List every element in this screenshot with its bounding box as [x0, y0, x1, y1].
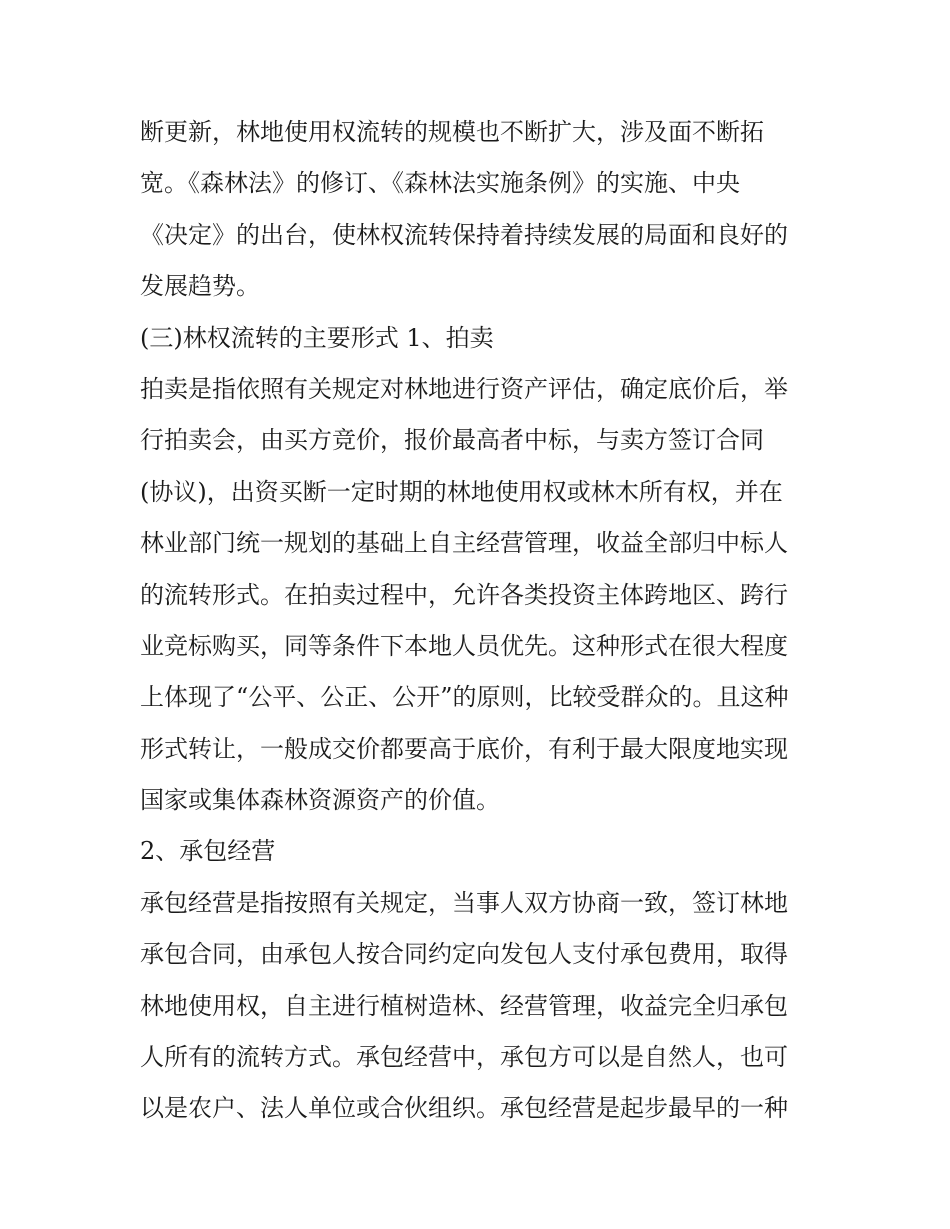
body-text — [140, 107, 820, 1135]
text-line: 形式转让，一般成交价都要高于底价，有利于最大限度地实现 — [140, 734, 788, 763]
text-line: 林业部门统一规划的基础上自主经营管理，收益全部归中标人 — [140, 529, 788, 558]
text-line: 承包合同，由承包人按合同约定向发包人支付承包费用，取得 — [140, 940, 788, 969]
text-line: 承包经营是指按照有关规定，当事人双方协商一致，签订林地 — [140, 888, 788, 917]
text-line: 国家或集体森林资源资产的价值。 — [140, 786, 500, 815]
text-line: 业竞标购买，同等条件下本地人员优先。这种形式在很大程度 — [140, 631, 788, 660]
text-line: 拍卖是指依照有关规定对林地进行资产评估，确定底价后，举 — [140, 374, 788, 403]
text-line: 上体现了“公平、公正、公开”的原则，比较受群众的。且这种 — [140, 683, 789, 712]
text-line: 《决定》的出台，使林权流转保持着持续发展的局面和良好的 — [140, 220, 788, 249]
section-heading: (三)林权流转的主要形式 1、拍卖 — [140, 323, 494, 352]
text-line: 断更新，林地使用权流转的规模也不断扩大，涉及面不断拓 — [140, 118, 764, 146]
text-line: 以是农户、法人单位或合伙组织。承包经营是起步最早的一种 — [140, 1094, 788, 1123]
text-line: 的流转形式。在拍卖过程中，允许各类投资主体跨地区、跨行 — [140, 580, 788, 609]
text-line: 行拍卖会，由买方竞价，报价最高者中标，与卖方签订合同 — [140, 426, 764, 455]
text-line: (协议)，出资买断一定时期的林地使用权或林木所有权，并在 — [140, 477, 783, 506]
subsection-heading: 2、承包经营 — [140, 837, 276, 866]
text-line: 林地使用权，自主进行植树造林、经营管理，收益完全归承包 — [140, 991, 788, 1020]
text-line: 发展趋势。 — [140, 272, 260, 301]
text-line: 宽。《森林法》的修订、《森林法实施条例》的实施、中央 — [140, 169, 740, 198]
text-line: 人所有的流转方式。承包经营中，承包方可以是自然人，也可 — [140, 1043, 788, 1072]
